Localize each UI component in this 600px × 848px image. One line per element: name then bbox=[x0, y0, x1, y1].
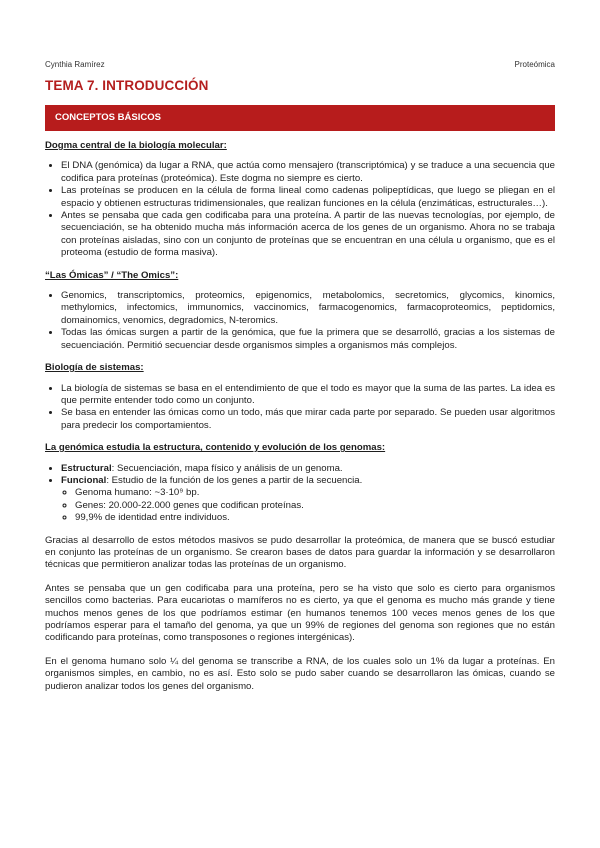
content bbox=[45, 140, 555, 704]
list-item: • Antes se pensaba que cada gen codificaba para una proteína. A partir de las nuevas tecnologías, por ejemplo, de secuenciación, se ha obtenido mucha más información acerca de los genes de un organismo. Ahora no se trabaja con proteínas aisladas, sino con un conjunto de proteínas que se encuentran en una célula u organismo, que es el proteoma (estudio de forma masiva). bbox=[61, 210, 555, 260]
functional-text: : Estudio de la función de los genes a partir de la secuencia. bbox=[106, 474, 363, 486]
section-band bbox=[45, 105, 555, 131]
structural-text: : Secuenciación, mapa físico y análisis de un genoma. bbox=[111, 462, 343, 474]
list-item: • Todas las ómicas surgen a partir de la genómica, que fue la primera que se desarrolló, gracias a los sistemas de secuenciación. Permitió secuenciar desde organismos simples a organismos más complejos. bbox=[61, 327, 555, 352]
structural-term: Estructural bbox=[61, 462, 112, 474]
section-band-label: CONCEPTOS BÁSICOS bbox=[55, 112, 161, 123]
omics-heading: “Las Ómicas” / “The Omics”: bbox=[45, 269, 179, 281]
page-title: TEMA 7. INTRODUCCIÓN bbox=[45, 78, 209, 93]
genomics-list bbox=[45, 463, 555, 525]
systems-list bbox=[45, 383, 555, 433]
list-item: • La biología de sistemas se basa en el entendimiento de que el todo es mayor que la suma de las partes. La idea es que permite entender todo como un conjunto. bbox=[61, 383, 555, 408]
genomics-heading: La genómica estudia la estructura, contenido y evolución de los genomas: bbox=[45, 442, 386, 454]
paragraph-proteomics: Gracias al desarrollo de estos métodos masivos se pudo desarrollar la proteómica, de manera que se buscó estudiar en conjunto las proteínas de un organismo. Se crearon bases de datos para guardar la información y se desarrollaron técnicas que permitieron analizar todas las proteínas de un organismo. bbox=[45, 534, 555, 571]
omics-list bbox=[45, 290, 555, 352]
dogma-heading: Dogma central de la biología molecular: bbox=[45, 140, 227, 151]
genomics-sublist bbox=[61, 487, 555, 524]
paragraph-transcription: En el genoma humano solo ¼ del genoma se transcribe a RNA, de los cuales solo un 1% da lugar a proteínas. En organismos simples, en cambio, no es así. Esto solo se pudo saber cuando se desarrollaron las ómicas, cuando se pudieron analizar todos los genes del organismo. bbox=[45, 655, 555, 692]
page-header bbox=[45, 60, 555, 72]
list-item: ◦ Genoma humano: ~3·10⁹ bp. bbox=[75, 487, 555, 499]
list-item bbox=[61, 475, 555, 525]
list-item: • Se basa en entender las ómicas como un todo, más que mirar cada parte por separado. Se pueden usar algoritmos para predecir los comportamientos. bbox=[61, 407, 555, 432]
list-item: ◦ Genes: 20.000-22.000 genes que codifican proteínas. bbox=[75, 500, 555, 512]
list-item: ◦ 99,9% de identidad entre individuos. bbox=[75, 512, 555, 524]
list-item: • Genomics, transcriptomics, proteomics, epigenomics, metabolomics, secretomics, glycomics, kinomics, methylomics, infectomics, immunomics, vaccinomics, farmacogenomics, farmacoproteomics, peptidomics, domainomics, venomics, degradomics, N-teromics. bbox=[61, 290, 555, 327]
author-name: Cynthia Ramírez bbox=[45, 60, 105, 69]
list-item: • El DNA (genómica) da lugar a RNA, que actúa como mensajero (transcriptómica) y se traduce a una secuencia que codifica para proteínas (proteómica). Este dogma no siempre es cierto. bbox=[61, 160, 555, 185]
subject-name: Proteómica bbox=[514, 60, 555, 69]
dogma-list bbox=[45, 160, 555, 259]
list-item: • Las proteínas se producen en la célula de forma lineal como cadenas polipeptídicas, que luego se pliegan en el espacio y obtienen estructuras tridimensionales, que realizan funciones en la célula (enzimáticas, estructurales…). bbox=[61, 185, 555, 210]
functional-term: Funcional bbox=[61, 474, 107, 486]
paragraph-gene-protein: Antes se pensaba que un gen codificaba para una proteína, pero se ha visto que solo es cierto para organismos sencillos como bacterias. Para eucariotas o mamíferos no es cierto, ya que el genoma es mucho más grande y tiene muchos menos genes de los que podríamos estimar (en humanos tenemos 100 veces menos genes de los que podríamos esperar para el tamaño del genoma, ya que un 99% de regiones del genoma son regiones que no están codificando para proteínas, como transposones o regiones intergénicas). bbox=[45, 582, 555, 644]
list-item bbox=[61, 463, 555, 475]
systems-heading: Biología de sistemas: bbox=[45, 362, 144, 374]
